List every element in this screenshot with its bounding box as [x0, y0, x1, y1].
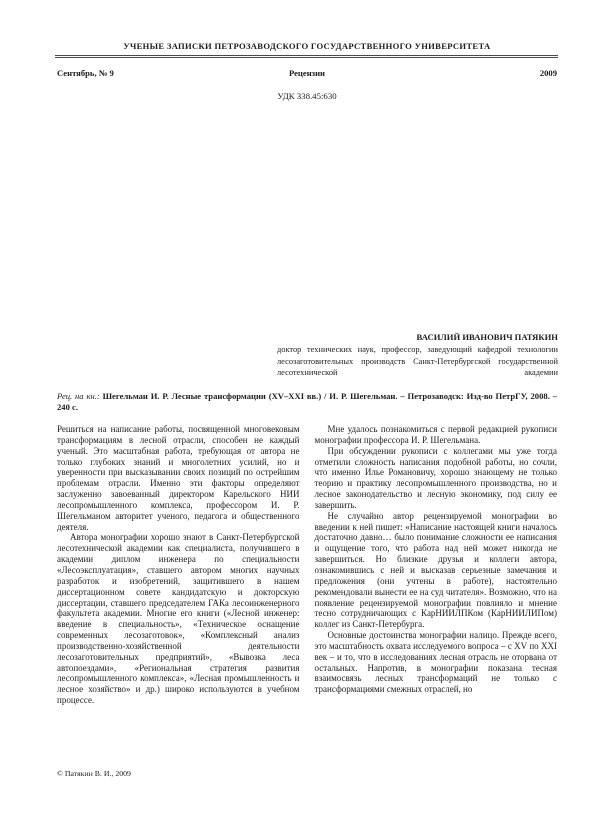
body-paragraph: Мне удалось познакомиться с первой редакцией рукописи монографии профессора И. Р. Шегельмана.: [314, 424, 557, 445]
author-affiliation: доктор технических наук, профессор, заведующий кафедрой технологии лесозаготовительных производств Санкт-Петербургской государственной лесотехнической академии: [277, 345, 558, 378]
body-paragraph: Не случайно автор рецензируемой монографии во введении к ней пишет: «Написание настоящей книги началось достаточно давно… было понимание сложности ее написания и ощущение того, что работа над ней может никогда не завершиться. Но близкие друзья и коллеги автора, ознакомившись с ней и высказав серьезные замечания и предложения (они учтены в работе), настоятельно рекомендовали вынести ее на суд читателя». Возможно, что на появление рецензируемой монографии повлияло и мнение тесно сотрудничающих с КарНИИЛПКом (КарНИИЛИПом) коллег из Санкт-Петербурга.: [314, 510, 557, 630]
review-reference-label: Рец. на кн.:: [57, 391, 100, 401]
body-paragraph: Основные достоинства монографии налицо. Прежде всего, это масштабность охвата исследуемого вопроса – с XV по XXI век – и то, что в исследованиях лесная отрасль не оторвана от остальных. Напротив, в монографии показана тесная взаимосвязь лесных трансформаций не только с трансформациями смежных отраслей, но: [314, 630, 557, 695]
author-name: ВАСИЛИЙ ИВАНОВИЧ ПАТЯКИН: [416, 332, 558, 342]
udc-code: УДК 338.45:630: [277, 91, 337, 101]
body-paragraph: При обсуждении рукописи с коллегами мы уже тогда отметили сложность написания подобной работы, но сочли, что именно Илье Романовичу, хорошо знающему не только теорию и практику лесопромышленного производства, но и лесное законодательство и лесную экономику, под силу ее завершить.: [314, 445, 557, 510]
body-paragraph: Автора монографии хорошо знают в Санкт-Петербургской лесотехнической академии как специалиста, получившего в академии диплом инженера по специальности «Лесоэксплуатация», ставшего автором многих научных разработок и изобретений, защитившего в нашем диссертационном совете кандидатскую и докторскую диссертации, ставшего председателем ГАКа лесоинженерного факультета академии. Многие его книги («Лесной инженер: введение в специальность», «Техническое оснащение современных лесозаготовок», «Комплексный анализ производственно-хозяйственной деятельности лесозаготовительных предприятий», «Вывозка леса автопоездами», «Региональная стратегия развития лесопромышленного комплекса», «Лесная промышленность и лесное хозяйство» и др.) широко используются в учебном процессе.: [57, 532, 300, 706]
header-divider: [55, 55, 558, 58]
journal-title: УЧЕНЫЕ ЗАПИСКИ ПЕТРОЗАВОДСКОГО ГОСУДАРСТВЕННОГО УНИВЕРСИТЕТА: [123, 41, 491, 51]
left-column: [57, 424, 300, 706]
body-paragraph: Решиться на написание работы, посвященной многовековым трансформациям в лесной отрасли, способен не каждый ученый. Это масштабная работа, требующая от автора не только глубоких знаний и многолетних усилий, но и уверенности при высказывании своих позиций по острейшим проблемам отрасли. Именно эти факторы определяют заслуженно завоеванный директором Карельского НИИ лесопромышленного комплекса, профессором И. Р. Шегельманом авторитет ученого, педагога и общественного деятеля.: [57, 424, 300, 532]
issue-year: 2009: [539, 68, 558, 78]
article-body: [57, 424, 557, 706]
issue-date: Сентябрь, № 9: [57, 68, 114, 78]
right-column: [315, 424, 558, 706]
section-title: Рецензии: [288, 68, 326, 78]
author-block: [277, 332, 558, 379]
review-reference-citation: Шегельман И. Р. Лесные трансформации (XV–XXI вв.) / И. Р. Шегельман. – Петрозаводск: Изд-во ПетрГУ, 2008. – 240 с.: [57, 391, 557, 412]
review-reference: [57, 391, 557, 413]
issue-info-row: [57, 68, 557, 78]
copyright-notice: © Патякин В. И., 2009: [57, 769, 131, 778]
